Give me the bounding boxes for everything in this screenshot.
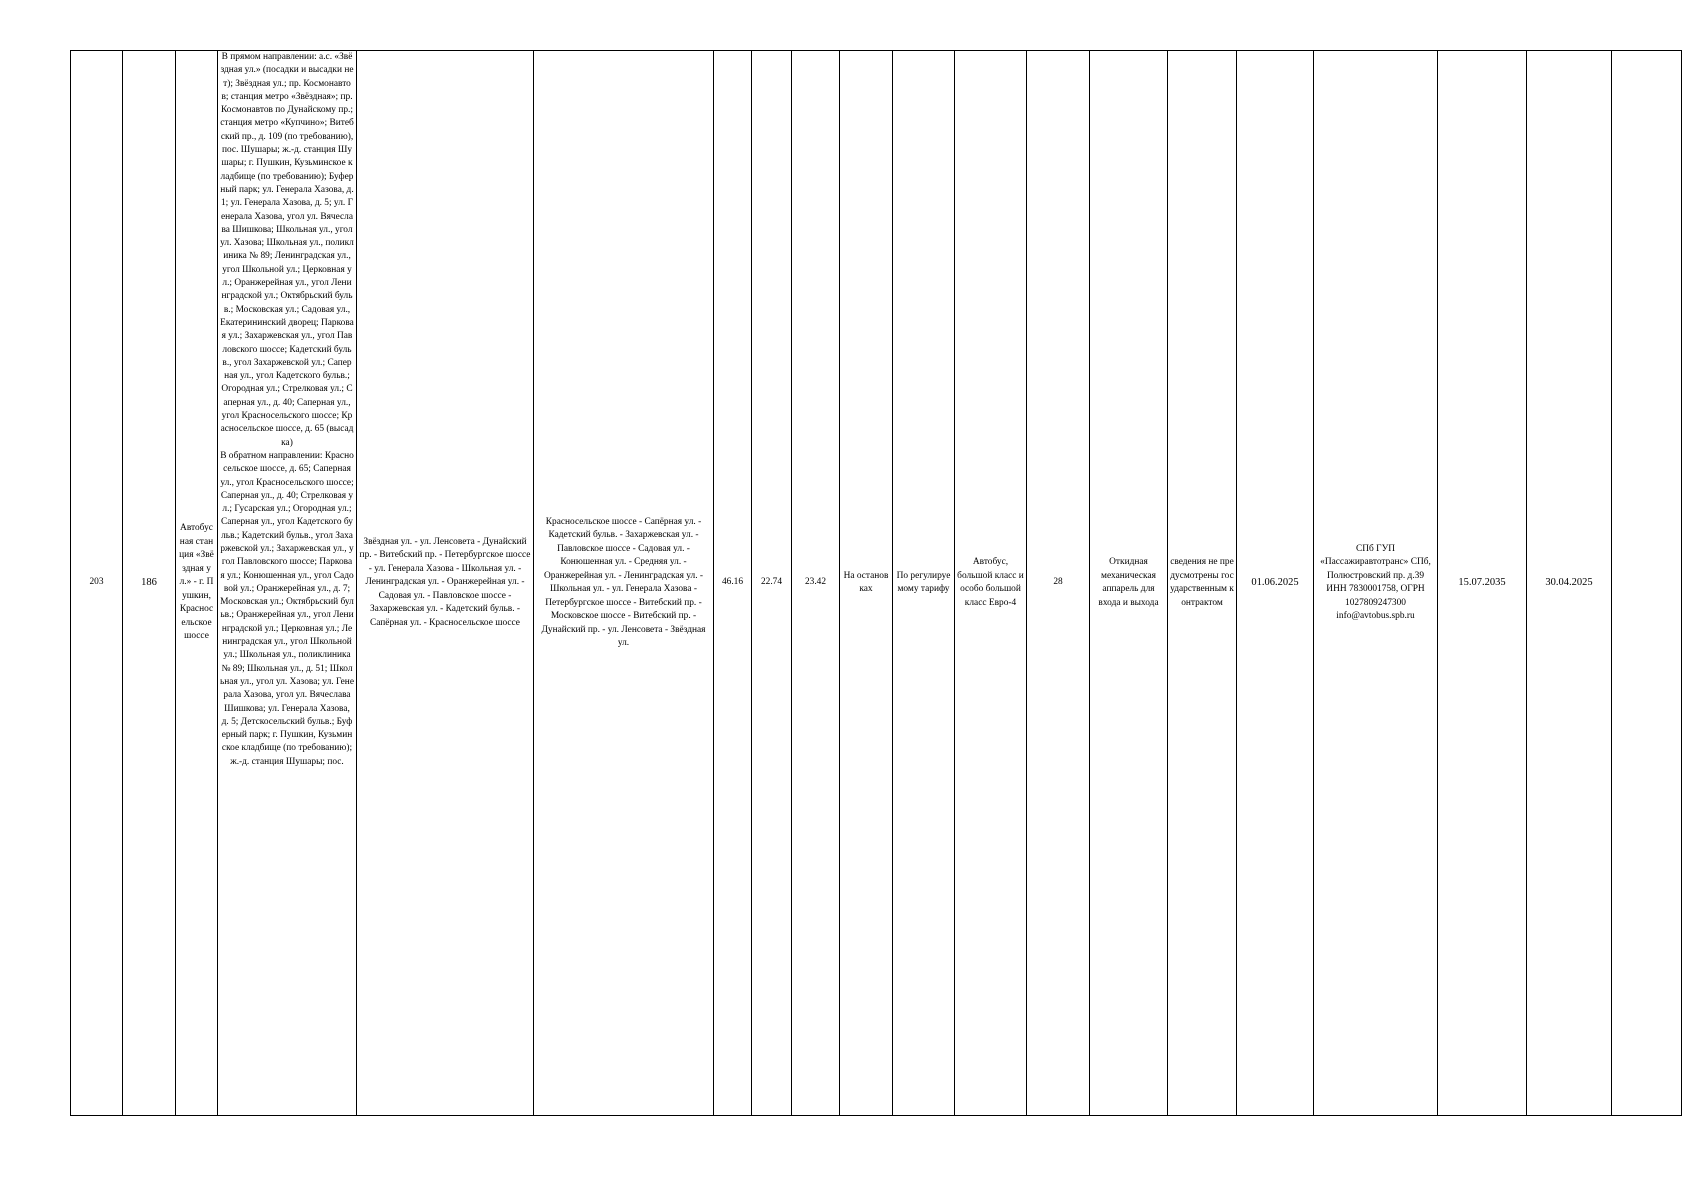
streets-forward-cell: Звёздная ул. - ул. Ленсовета - Дунайский пр. - Витебский пр. - Петербургское шоссе - ул. Генерала Хазова - Школьная ул. - Ленинградская ул. - Оранжерейная ул. - Садовая ул. - Павловское шоссе - Захаржевская ул. - Кадетский бульв. - Сапёрная ул. - Красносельское шоссе	[357, 51, 534, 1116]
boarding-order-cell: На остановках	[840, 51, 893, 1116]
start-date-cell: 01.06.2025	[1237, 51, 1314, 1116]
contract-cell: сведения не предусмотрены государственным контрактом	[1168, 51, 1237, 1116]
stops-forward-text: В прямом направлении: а.с. «Звёздная ул.» (посадки и высадки нет); Звёздная ул.; пр. Космонавтов; станция метро «Звёздная»; пр. Космонавтов по Дунайскому пр.; станция метро «Купчино»; Витебский пр., д. 109 (по требованию), пос. Шушары; ж.-д. станция Шушары; г. Пушкин, Кузьминское кладбище (по требованию); Буферный парк; ул. Генерала Хазова, д. 1; ул. Генерала Хазова, д. 5; ул. Генерала Хазова, угол ул. Вячеслава Шишкова; Школьная ул., угол ул. Хазова; Школьная ул., поликлиника № 89; Ленинградская ул., угол Школьной ул.; Церковная ул.; Оранжерейная ул., угол Ленинградской ул.; Октябрьский бульв.; Московская ул.; Садовая ул., Екатерининский дворец; Парковая ул.; Захаржевская ул., угол Павловского шоссе; Кадетский бульв., угол Захаржевской ул.; Саперная ул., угол Кадетского бульв.; Огородная ул.; Стрелковая ул.; Саперная ул., д. 40; Саперная ул., угол Красносельского шоссе; Красносельское шоссе, д. 65 (высадка)	[220, 52, 354, 448]
route-registry-table	[70, 50, 1682, 1116]
vehicle-type-cell: Автобус, большой класс и особо большой класс Евро-4	[955, 51, 1027, 1116]
tariff-type-cell: По регулируемому тарифу	[893, 51, 955, 1116]
table-row	[71, 51, 1682, 1116]
length-back-cell: 22.74	[752, 51, 792, 1116]
streets-back-cell: Красносельское шоссе - Сапёрная ул. - Кадетский бульв. - Захаржевская ул. - Павловское шоссе - Садовая ул. - Конюшенная ул. - Средняя ул. - Оранжерейная ул. - Ленинградская ул. - Школьная ул. - ул. Генерала Хазова - Петербургское шоссе - Витебский пр. - Московское шоссе - Витебский пр. - Дунайский пр. - ул. Ленсовета - Звёздная ул.	[534, 51, 714, 1116]
route-number-cell: 186	[123, 51, 176, 1116]
registry-number-cell: 203	[71, 51, 123, 1116]
stops-back-text: В обратном направлении: Красносельское шоссе, д. 65; Саперная ул., угол Красносельского шоссе; Саперная ул., д. 40; Стрелковая ул.; Гусарская ул.; Огородная ул.; Саперная ул., угол Кадетского бульв.; Кадетский бульв., угол Захаржевской ул.; Захаржевская ул., угол Павловского шоссе; Парковая ул.; Конюшенная ул., угол Садовой ул.; Оранжерейная ул., д. 7; Московская ул.; Октябрьский бульв.; Оранжерейная ул., угол Ленинградской ул.; Церковная ул.; Ленинградская ул., угол Школьной ул.; Школьная ул., поликлиника № 89; Школьная ул., д. 51; Школьная ул., угол ул. Хазова; ул. Генерала Хазова, угол ул. Вячеслава Шишкова; ул. Генерала Хазова, д. 5; Детскосельский бульв.; Буферный парк; г. Пушкин, Кузьминское кладбище (по требованию); ж.-д. станция Шушары; пос.	[220, 450, 354, 767]
date-b-cell: 30.04.2025	[1527, 51, 1612, 1116]
route-name-cell: Автобусная станция «Звёздная ул.» - г. Пушкин, Красносельское шоссе	[176, 51, 218, 1116]
equipment-cell: Откидная механическая аппарель для входа и выхода	[1090, 51, 1168, 1116]
date-a-cell: 15.07.2035	[1438, 51, 1527, 1116]
carrier-cell: СПб ГУП «Пассажиравтотранс» СПб, Полюстровский пр. д.39 ИНН 7830001758, ОГРН 1027809247300 info@avtobus.spb.ru	[1314, 51, 1438, 1116]
length-total-cell: 23.42	[792, 51, 840, 1116]
length-forward-cell: 46.16	[714, 51, 752, 1116]
vehicle-count-cell: 28	[1027, 51, 1090, 1116]
stops-path-cell	[218, 51, 357, 1116]
extra-cell	[1612, 51, 1682, 1116]
